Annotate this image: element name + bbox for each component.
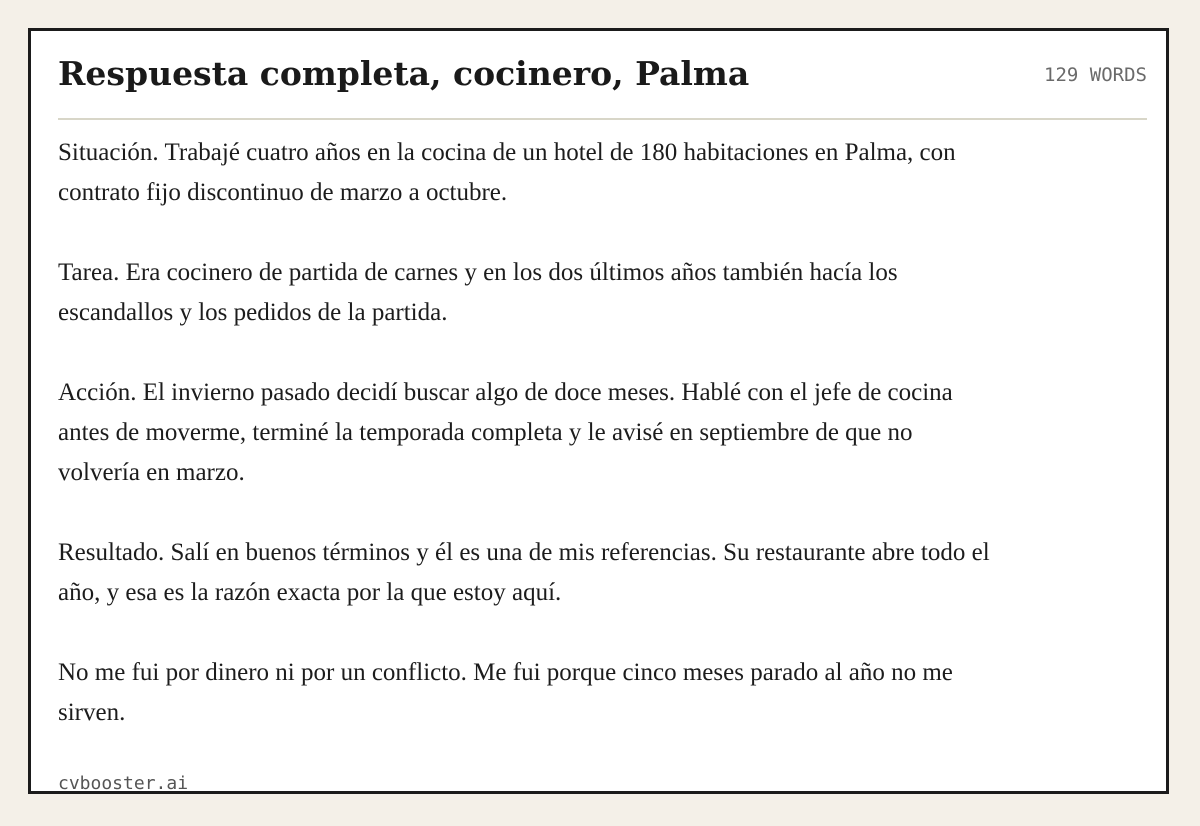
paragraph-task: Tarea. Era cocinero de partida de carnes y en los dos últimos años también hacía los escandallos y los pedidos de la partida. xyxy=(58,259,898,326)
answer-card xyxy=(28,28,1169,794)
word-count-label: 129 WORDS xyxy=(1044,64,1147,86)
card-title: Respuesta completa, cocinero, Palma xyxy=(58,54,750,93)
answer-body xyxy=(58,133,993,773)
card-header xyxy=(58,51,1147,120)
paragraph-closing: No me fui por dinero ni por un conflicto. Me fui porque cinco meses parado al año no me sirven. xyxy=(58,659,953,726)
brand-footer: cvbooster.ai xyxy=(58,773,189,794)
paragraph-result: Resultado. Salí en buenos términos y él es una de mis referencias. Su restaurante abre todo el año, y esa es la razón exacta por la que estoy aquí. xyxy=(58,539,990,606)
paragraph-action: Acción. El invierno pasado decidí buscar algo de doce meses. Hablé con el jefe de cocina antes de moverme, terminé la temporada completa y le avisé en septiembre de que no volvería en marzo. xyxy=(58,379,953,486)
paragraph-situation: Situación. Trabajé cuatro años en la cocina de un hotel de 180 habitaciones en Palma, con contrato fijo discontinuo de marzo a octubre. xyxy=(58,139,956,206)
